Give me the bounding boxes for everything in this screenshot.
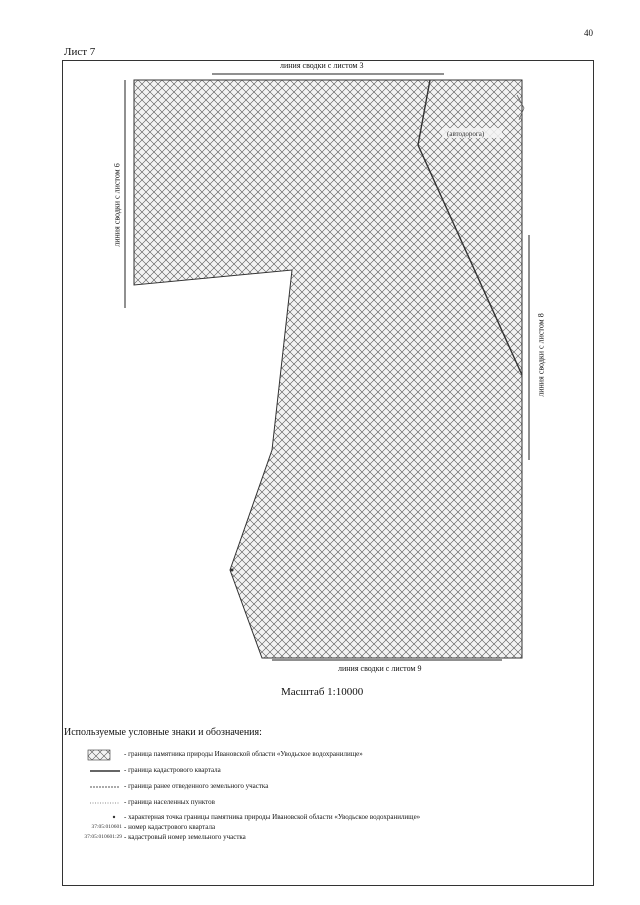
boundary-point-marker <box>231 569 234 572</box>
legend-item <box>64 780 584 794</box>
legend-item <box>64 831 584 845</box>
legend-item-text: - граница памятника природы Ивановской области «Уводьское водохранилище» <box>124 750 363 758</box>
summary-caption-right: линия сводки с листом 8 <box>536 313 546 397</box>
legend-item <box>64 764 584 778</box>
sheet-label: Лист 7 <box>64 46 96 58</box>
allocated-plot-line-icon <box>64 780 124 794</box>
legend-item-text: - характерная точка границы памятника природы Ивановской области «Уводьское водохранилище» <box>124 813 421 821</box>
legend-title: Используемые условные знаки и обозначения: <box>64 727 262 738</box>
protected-area-polygon <box>134 80 522 658</box>
summary-caption-bottom: линия сводки с листом 9 <box>338 664 422 673</box>
summary-caption-top: линия сводки с листом 3 <box>280 61 364 70</box>
hatch-swatch-icon <box>64 748 124 762</box>
scale-label: Масштаб 1:10000 <box>281 686 364 698</box>
legend-code-sample: 37:05:010601 <box>91 824 122 830</box>
settlement-line-icon <box>64 796 124 810</box>
page-number: 40 <box>584 28 593 38</box>
legend-item <box>64 796 584 810</box>
map-canvas <box>62 60 594 670</box>
summary-caption-left: линия сводки с листом 6 <box>112 163 122 247</box>
legend-item-text: - граница населенных пунктов <box>124 798 215 806</box>
legend-item-text: - кадастровый номер земельного участка <box>124 833 246 841</box>
road-annotation: (автодорога) <box>447 130 485 138</box>
cadastral-quarter-line-icon <box>64 764 124 778</box>
legend-code-sample: 37:05:010601:29 <box>84 834 122 840</box>
legend-item-text: - граница ранее отведенного земельного участка <box>124 782 269 790</box>
legend-item <box>64 748 584 762</box>
legend-item-text: - номер кадастрового квартала <box>124 823 216 831</box>
legend-item-text: - граница кадастрового квартала <box>124 766 221 774</box>
